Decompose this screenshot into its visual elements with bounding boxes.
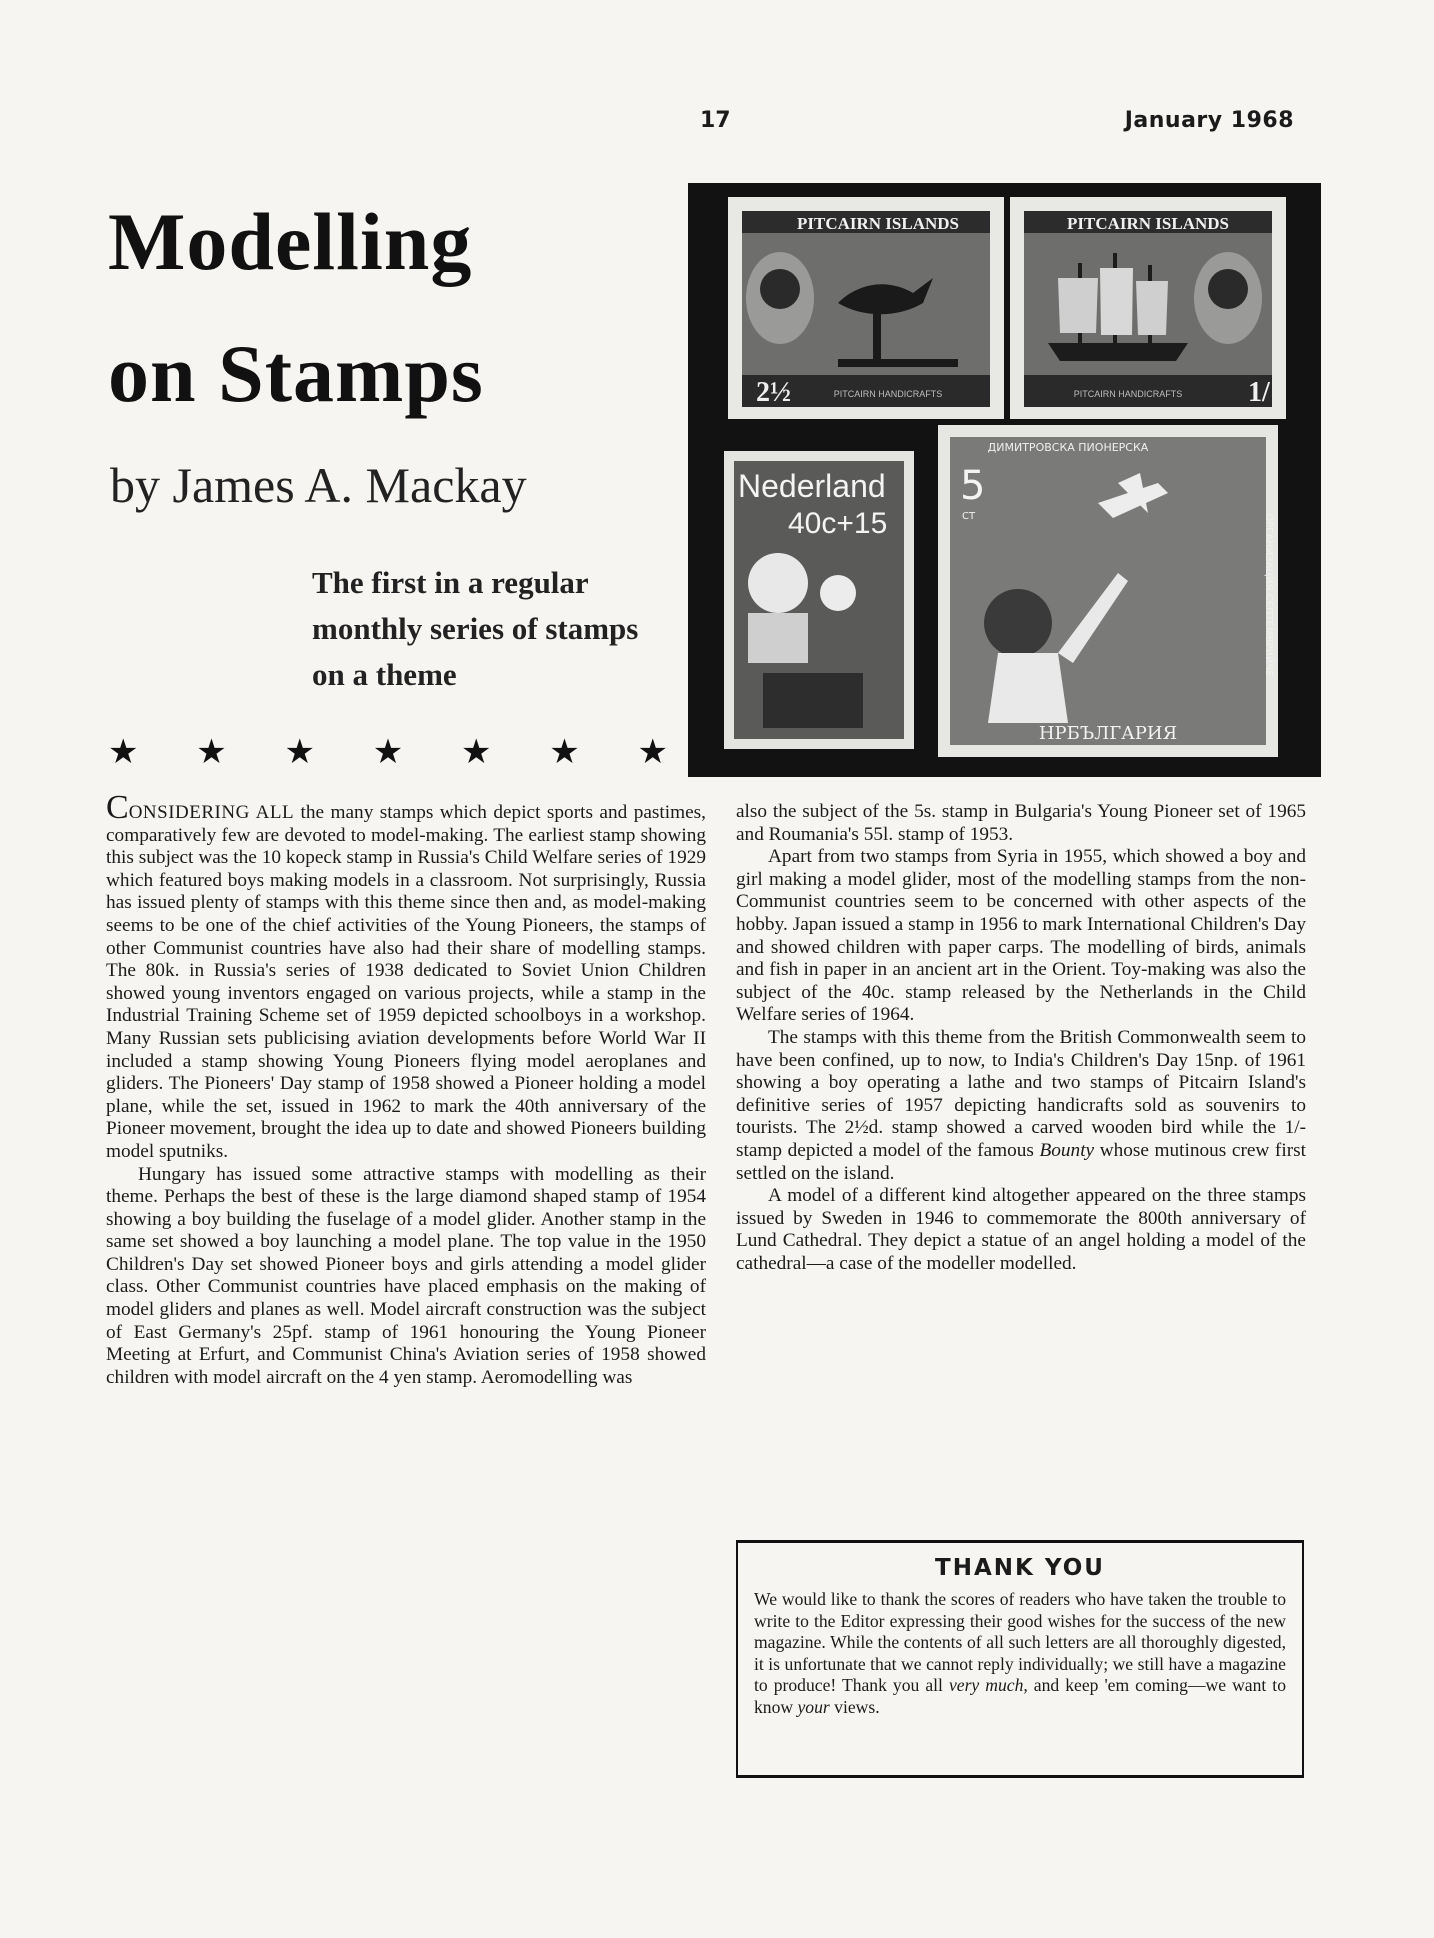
thank-you-emphasis: your [797, 1696, 830, 1717]
lead-in-caps: ONSIDERING ALL [128, 802, 295, 823]
star-icon: ★ [372, 734, 404, 771]
paragraph: Hungary has issued some attractive stamps with modelling as their theme. Perhaps the best of these is the large diamond shaped stamp of 1954 showing a boy building the fuselage of a model glider. Another stamp in the same set showed a boy launching a model plane. The top value in the 1950 Children's Day set showed Pioneer boys and girls attending a model glider class. Other Communist countries have placed emphasis on the making of model gliders and planes as well. Model aircraft construction was the subject of East Germany's 25pf. stamp of 1961 honouring the Young Pioneer Meeting at Erfurt, and Communist China's Aviation series of 1958 showed children with model aircraft on the 4 yen stamp. Aeromodelling was [106, 1163, 706, 1388]
bulgaria-stamp [938, 425, 1278, 757]
bulgaria-value: 5 [960, 463, 986, 509]
nederland-value: 40c+15 [788, 507, 888, 540]
paragraph-text: the many stamps which depict sports and pastimes, comparatively few are devoted to model-making. The earliest stamp showing this subject was the 10 kopeck stamp in Russia's Child Welfare series of 1929 which featured boys making models in a classroom. Not surprisingly, Russia has issued plenty of stamps with this theme since then and, as model-making seems to be one of the chief activities of the Young Pioneers, the stamps of other Communist countries have also had their share of modelling stamps. The 80k. in Russia's series of 1938 dedicated to Soviet Union Children showed young inventors engaged on various projects, while a stamp in the Industrial Training Scheme set of 1959 depicted schoolboys in a workshop. Many Russian sets publicising aviation developments before World War II included a stamp showing Young Pioneers flying model aeroplanes and gliders. The Pioneers' Day stamp of 1958 showed a Pioneer holding a model plane, while the set, issued in 1962 to mark the 40th anniversary of the Pioneer movement, brought the idea up to date and showed Pioneers building model sputniks. [106, 802, 706, 1162]
drop-cap: C [106, 789, 129, 826]
paragraph-text: The stamps with this theme from the British Commonwealth seem to have been confined, up to now, to India's Children's Day 15np. of 1961 showing a boy operating a lathe and two stamps of Pitcairn Island's definitive series of 1957 depicting handicrafts sold as souvenirs to tourists. The 2½d. stamp showed a carved wooden bird while the 1/- stamp depicted a model of the famous [736, 1026, 1306, 1161]
star-icon: ★ [196, 734, 227, 771]
paragraph [736, 1027, 1306, 1185]
bulgaria-unit: СТ [962, 511, 976, 522]
thank-you-title: THANK YOU [935, 1555, 1105, 1581]
paragraph: Apart from two stamps from Syria in 1955, which showed a boy and girl making a model glider, most of the modelling stamps from the non-Communist countries seem to be concerned with other aspects of the hobby. Japan issued a stamp in 1956 to mark International Children's Day and showed children with paper carps. The modelling of birds, animals and fish in paper in an ancient art in the Orient. Toy-making was also the subject of the 40c. stamp released by the Netherlands in the Child Welfare series of 1964. [736, 846, 1306, 1026]
star-icon: ★ [549, 734, 580, 771]
thank-you-text [754, 1589, 1286, 1718]
pitcairn-right-title: PITCAIRN ISLANDS [1066, 214, 1230, 233]
bulgaria-country: НРБЪЛГАРИЯ [1038, 723, 1178, 744]
body-column-right [736, 801, 1306, 1275]
issue-date: January 1968 [1124, 108, 1294, 133]
paragraph: also the subject of the 5s. stamp in Bulgaria's Young Pioneer set of 1965 and Roumania's 55l. stamp of 1953. [736, 801, 1306, 845]
article-title [108, 176, 484, 440]
title-line-1: Modelling [108, 196, 473, 287]
article-subtitle: The first in a regular monthly series of stamps on a theme [312, 565, 639, 692]
body-column-left [106, 789, 706, 1389]
pitcairn-bounty-stamp [1010, 197, 1286, 419]
paragraph: A model of a different kind altogether appeared on the three stamps issued by Sweden in 1946 to commemorate the 800th anniversary of Lund Cathedral. They depict a statue of an angel holding a model of the cathedral—a case of the modeller modelled. [736, 1185, 1306, 1274]
star-divider [108, 732, 668, 772]
thank-you-box [736, 1540, 1304, 1778]
pitcairn-left-footer: PITCAIRN HANDICRAFTS [833, 389, 943, 399]
nederland-stamp [724, 451, 914, 749]
bulgaria-top-text: ДИМИТРОВСКА ПИОНЕРСКА [987, 441, 1149, 454]
star-icon: ★ [108, 734, 139, 771]
bulgaria-side-text: ОРГАНИЗАЦИЯ СЕПТЕМВРИЙЧЕ [1263, 513, 1274, 677]
thank-you-text-part: views. [829, 1696, 880, 1717]
pitcairn-bird-stamp [728, 197, 1004, 419]
pitcairn-right-footer: PITCAIRN HANDICRAFTS [1073, 389, 1183, 399]
paragraph-text: whose mutinous crew first settled on the island. [736, 1139, 1306, 1184]
stamps-photograph [688, 183, 1321, 777]
star-icon: ★ [461, 734, 492, 771]
pitcairn-left-title: PITCAIRN ISLANDS [796, 214, 960, 233]
thank-you-text-part: and keep 'em coming—we want to know [754, 1675, 1286, 1717]
pitcairn-right-value: 1/ [1248, 377, 1270, 408]
pitcairn-left-value: 2½ [756, 377, 791, 408]
byline: by James A. Mackay [110, 457, 527, 513]
nederland-title: Nederland [738, 468, 886, 504]
page-number: 17 [700, 108, 731, 133]
ship-name: Bounty [1039, 1139, 1095, 1161]
thank-you-emphasis: very much, [948, 1675, 1028, 1695]
thank-you-text-part: We would like to thank the scores of readers who have taken the trouble to write to the Editor expressing their good wishes for the success of the new magazine. While the contents of all such letters are all thoroughly digested, it is unfortunate that we cannot reply individually; we still have a magazine to produce! Thank you all [754, 1589, 1286, 1695]
title-line-2: on Stamps [108, 328, 484, 419]
star-icon: ★ [637, 734, 668, 771]
star-icon: ★ [284, 734, 315, 771]
paragraph [106, 789, 706, 1164]
